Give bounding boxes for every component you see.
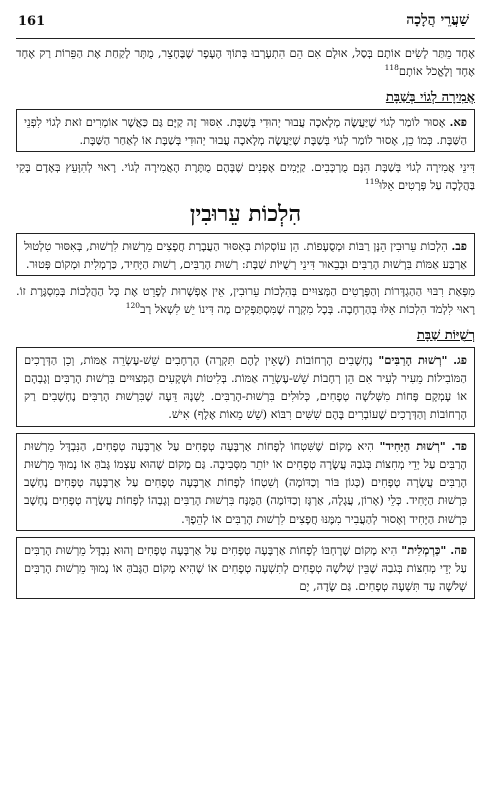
paragraph-box-81: [16, 109, 475, 153]
paragraph-text: הִיא מָקוֹם שֶׁרָחְבּוֹ לְפָחוֹת אַרְבָּעָה טְפָחִים עַל אַרְבָּעָה טְפָחִים וְהוּא נִבְדָּל מֵרְשׁוּת הָרַבִּים עַל יְדֵי מְחִצּוֹת בְּגֹבַהּ שֶׁבֵּין שְׁלֹשָׁה טְפָחִים לְתִשְׁעָה טְפָחִים אוֹ שֶׁהִיא מָקוֹם הַגָּבֹהַּ אוֹ נָמוּךְ מֵרְשׁוּת הָרַבִּים שְׁלֹשָׁה עַד תִּשְׁעָה טְפָחִים. גַּם שָׂדֶה, יָם: [24, 542, 467, 594]
intro-paragraph: [16, 44, 475, 81]
header-rule: [16, 38, 475, 39]
paragraph-text: אָסוּר לוֹמַר לְגוֹי שֶׁיַּעֲשֶׂה מְלָאכָה עֲבוּר יְהוּדִי בְּשַׁבָּת. אִסּוּר זֶה קַיָּם גַּם כַּאֲשֶׁר אוֹמְרִים זֹאת לְגוֹי לִפְנֵי הַשַּׁבָּת. כְּמוֹ כֵן, אָסוּר לוֹמַר לְגוֹי בְּשַׁבָּת שֶׁיַּעֲשֶׂה מְלָאכָה עֲבוּר יְהוּדִי בְּשַׁבָּת אוֹ לְאַחַר הַשַּׁבָּת.: [24, 114, 467, 147]
page-content: [16, 44, 475, 605]
paragraph-84: [24, 437, 467, 528]
defined-term: "רְשׁוּת הַיָּחִיד": [379, 438, 446, 453]
section-heading-amira: אֲמִירָה לְגוֹי בְּשַׁבָּת: [385, 89, 475, 105]
paragraph-box-82: [16, 233, 475, 277]
paragraph-text: הִיא מָקוֹם שֶׁשִּׁטְחוֹ לְפָחוֹת אַרְבָּעָה טְפָחִים עַל אַרְבָּעָה טְפָחִים, הַנִּבְדָּל מֵרְשׁוּת הָרַבִּים עַל יְדֵי מְחִצּוֹת בְּגֹבַהּ עֲשָׂרָה טְפָחִים אוֹ יוֹתֵר מִסְּבִיבָה. גַּם מָקוֹם שֶׁהוּא עַצְמוֹ גָּבֹהַּ אוֹ נָמוּךְ מֵרְשׁוּת הָרַבִּים עֲשָׂרָה טְפָחִים (כְּגוֹן בּוֹר וְכַדּוֹמֶה) וְשִׁטְחוֹ לְפָחוֹת אַרְבָּעָה טְפָחִים עַל אַרְבָּעָה טְפָחִים נֶחְשָׁב כִּרְשׁוּת הַיָּחִיד. כְּלֵי (אָרוֹן, עֲגָלָה, אַרְגָּז וְכַדּוֹמֶה) הַמֻּנָּח בִּרְשׁוּת הָרַבִּים וְגָבְהוֹ לְפָחוֹת עֲשָׂרָה טְפָחִים נֶחְשָׁב כִּרְשׁוּת הַיָּחִיד וְאָסוּר לְהַעֲבִיר מִמֶּנּוּ חֲפָצִים לִרְשׁוּת הָרַבִּים אוֹ לְהֵפֶךְ.: [24, 438, 467, 526]
paragraph-number: פב.: [451, 238, 467, 253]
defined-term: "כַּרְמְלִית": [401, 542, 447, 557]
paragraph-85: [24, 541, 467, 596]
paragraph-box-84: [16, 433, 475, 531]
paragraph-82: [24, 237, 467, 274]
paragraph-81: [24, 113, 467, 150]
footnote-ref: 120: [125, 301, 141, 311]
paragraph-amira-note: [16, 158, 475, 195]
paragraph-eruvin-note: [16, 282, 475, 319]
paragraph-box-83: [16, 347, 475, 427]
running-title: שַׁעֲרֵי הֲלָכָה: [406, 12, 469, 28]
paragraph-text: דִּינֵי אֲמִירָה לְגוֹי בְּשַׁבָּת הִנָּם מֻרְכָּבִים. קַיָּמִים אָפְנִים שֶׁבָּהֶם מֻתֶּרֶת הָאֲמִירָה לְגוֹי. רָאוּי לְהִוָּעֵץ בְּאָדָם בָּקִי בַּהֲלָכָה עַל פְּרָטִים אֵלּוּ: [16, 160, 475, 193]
paragraph-number: פא.: [449, 114, 467, 129]
paragraph-text: מִפְּאַת רִבּוּי הַהַגְדָּרוֹת וְהַפְּרָטִים הַמְּצוּיִים בְּהִלְכוֹת עֵרוּבִין, אֵין אֶפְשָׁרוּת לְפָרֵט אֶת כָּל הַהֲלָכוֹת בְּמִסְגֶּרֶת זוֹ. רָאוּי לִלְמֹד הִלְכוֹת אֵלּוּ בְּהַרְחָבָה. בְּכָל מִקְרֶה שֶׁמִּסְתַּפְּקִים מָה דִּינוֹ יֵשׁ לִשְׁאֹל רַב: [16, 284, 475, 317]
section-heading-reshuyot: רְשֻׁיּוֹת שַׁבָּת: [416, 327, 475, 343]
paragraph-box-85: [16, 537, 475, 599]
paragraph-number: פג.: [453, 352, 467, 367]
paragraph-83: [24, 351, 467, 424]
paragraph-number: פד.: [451, 438, 467, 453]
chapter-title: הִלְכוֹת עֵרוּבִין: [189, 200, 302, 227]
page-number: 161: [18, 14, 46, 29]
paragraph-number: פה.: [450, 542, 467, 557]
footnote-ref: 118: [384, 63, 399, 73]
paragraph-text: הִלְכוֹת עֵרוּבִין הֵנָּן רַבּוֹת וּמְסֻעָפוֹת. הֵן עוֹסְקוֹת בְּאִסּוּר הַעֲבָרַת חֲפָצִים מֵרְשׁוּת לִרְשׁוּת, בְּאִסּוּר טִלְטוּל אַרְבַּע אַמּוֹת בִּרְשׁוּת הָרַבִּים וּבְבֵאוּר דִּינֵי רְשֻׁיּוֹת שַׁבָּת: רְשׁוּת הָרַבִּים, רְשׁוּת הַיָּחִיד, כַּרְמְלִית וּמְקוֹם פְּטוּר.: [24, 238, 467, 271]
paragraph-text: נֶחְשָׁבִים הָרְחוֹבוֹת (שֶׁאֵין לָהֶם תִּקְרָה) הָרְחָבִים שֵׁשׁ-עֶשְׂרֵה אַמּוֹת, וְכֵן הַדְּרָכִים הַמּוֹבִילוֹת מֵעִיר לְעִיר אִם הֵן רְחָבוֹת שֵׁשׁ-עֶשְׂרֵה אַמּוֹת. בְּלִיטוֹת וּשְׁקָעִים הַמְּצוּיִים בִּרְשׁוּת הָרַבִּים וְגָבְהָם אוֹ עָמְקָם פָּחוֹת מִשְּׁלֹשָׁה טְפָחִים, כְּלוּלִים בִּרְשׁוּת-הָרַבִּים. יֶשְׁנָהּ דֵּעָה שֶׁבִּרְשׁוּת הָרַבִּים נֶחְשָׁבִים רַק הָרְחוֹבוֹת וְהַדְּרָכִים שֶׁעוֹבְרִים בָּהֶם שִׁשִּׁים רִבּוֹא (שֵׁשׁ מֵאוֹת אֶלֶף) אִישׁ.: [24, 352, 467, 422]
defined-term: "רְשׁוּת הָרַבִּים": [378, 352, 448, 367]
footnote-ref: 119: [364, 177, 380, 187]
intro-text: אֶחָד מֵתַּר לָשִׂים אוֹתָם בְּסַל, אוּלָם אִם הֵם הִתְעָרְבוּ בְּתוֹךְ הֶעָפָר שֶׁבֶּחָצֵר, מֻתָּר לָקַחַת אֶת הַפֵּרוֹת רַק אֶחָד אֶחָד וְלֶאֱכֹל אוֹתָם: [16, 46, 475, 79]
